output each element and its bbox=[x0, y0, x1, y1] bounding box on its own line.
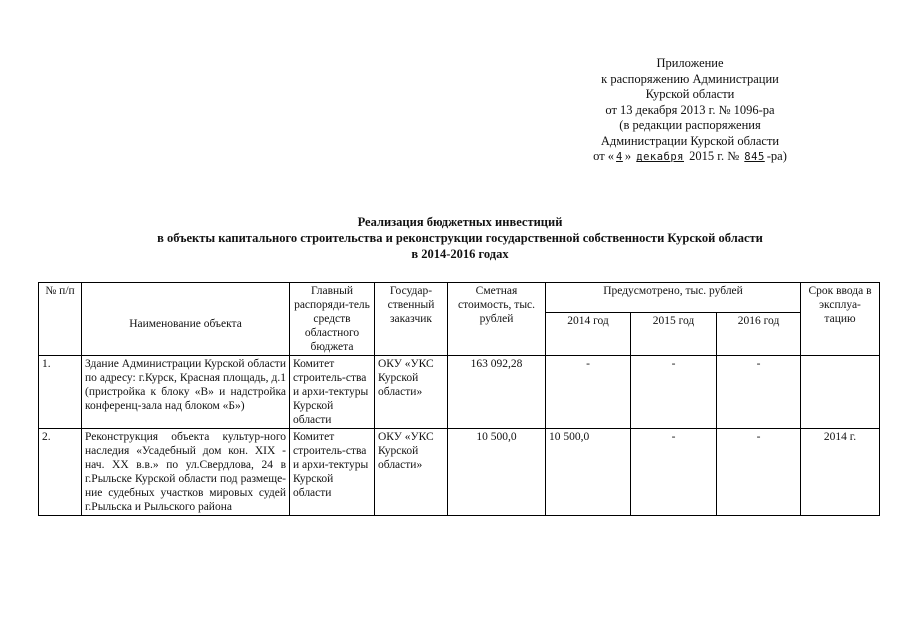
header-customer: Государ-ственный заказчик bbox=[375, 283, 448, 356]
appendix-line: (в редакции распоряжения bbox=[619, 118, 761, 132]
cell-2014: - bbox=[546, 356, 631, 429]
cell-term bbox=[801, 356, 880, 429]
cell-name: Здание Администрации Курской области по адресу: г.Курск, Красная площадь, д.1 (пристройка к блоку «В» и надстройка конференц-зала над блоком «Б») bbox=[82, 356, 290, 429]
appendix-header bbox=[510, 56, 870, 166]
header-planned: Предусмотрено, тыс. рублей bbox=[546, 283, 801, 313]
cell-customer: ОКУ «УКС Курской области» bbox=[375, 429, 448, 516]
cell-cost: 163 092,28 bbox=[448, 356, 546, 429]
edition-mid2: 2015 г. № bbox=[689, 149, 740, 163]
edition-day: 4 bbox=[616, 151, 623, 163]
edition-prefix: от « bbox=[593, 149, 615, 163]
title-line: в 2014-2016 годах bbox=[411, 247, 509, 261]
table-row bbox=[39, 429, 880, 516]
cell-customer: ОКУ «УКС Курской области» bbox=[375, 356, 448, 429]
cell-2014: 10 500,0 bbox=[546, 429, 631, 516]
investment-table bbox=[38, 282, 880, 516]
cell-name: Реконструкция объекта культур-ного наследия «Усадебный дом кон. XIX - нач. XX в.в.» по ул.Свердлова, 24 в г.Рыльске Курской области под размеще-ние судебных участков мировых судей г.Рыльска и Рыльского района bbox=[82, 429, 290, 516]
cell-num: 2. bbox=[39, 429, 82, 516]
header-2015: 2015 год bbox=[631, 313, 717, 356]
edition-suffix: -ра) bbox=[766, 149, 787, 163]
cell-num: 1. bbox=[39, 356, 82, 429]
table-row bbox=[39, 356, 880, 429]
appendix-line: Курской области bbox=[645, 87, 735, 101]
appendix-line: Приложение bbox=[656, 56, 724, 70]
cell-cost: 10 500,0 bbox=[448, 429, 546, 516]
header-term: Срок ввода в эксплуа-тацию bbox=[801, 283, 880, 356]
cell-manager: Комитет строитель-ства и архи-тектуры Курской области bbox=[290, 429, 375, 516]
edition-line bbox=[510, 149, 870, 166]
cell-manager: Комитет строитель-ства и архи-тектуры Курской области bbox=[290, 356, 375, 429]
cell-2016: - bbox=[717, 429, 801, 516]
cell-2015: - bbox=[631, 356, 717, 429]
appendix-line: от 13 декабря 2013 г. № 1096-ра bbox=[605, 102, 775, 117]
title-line: Реализация бюджетных инвестиций bbox=[357, 215, 563, 229]
header-num: № п/п bbox=[39, 283, 82, 356]
header-2014: 2014 год bbox=[546, 313, 631, 356]
document-title bbox=[60, 214, 860, 262]
edition-mid1: » bbox=[624, 149, 632, 163]
header-row bbox=[39, 283, 880, 313]
cell-2016: - bbox=[717, 356, 801, 429]
appendix-line: Администрации Курской области bbox=[600, 133, 780, 148]
cell-2015: - bbox=[631, 429, 717, 516]
header-2016: 2016 год bbox=[717, 313, 801, 356]
header-manager: Главный распоряди-тель средств областного бюджета bbox=[290, 283, 375, 356]
edition-number: 845 bbox=[744, 151, 765, 163]
title-line: в объекты капитального строительства и реконструкции государственной собственности Курской области bbox=[157, 231, 763, 245]
appendix-line: к распоряжению Администрации bbox=[601, 71, 779, 86]
header-cost: Сметная стоимость, тыс. рублей bbox=[448, 283, 546, 356]
header-name: Наименование объекта bbox=[82, 283, 290, 356]
cell-term: 2014 г. bbox=[801, 429, 880, 516]
edition-month: декабря bbox=[636, 151, 685, 163]
